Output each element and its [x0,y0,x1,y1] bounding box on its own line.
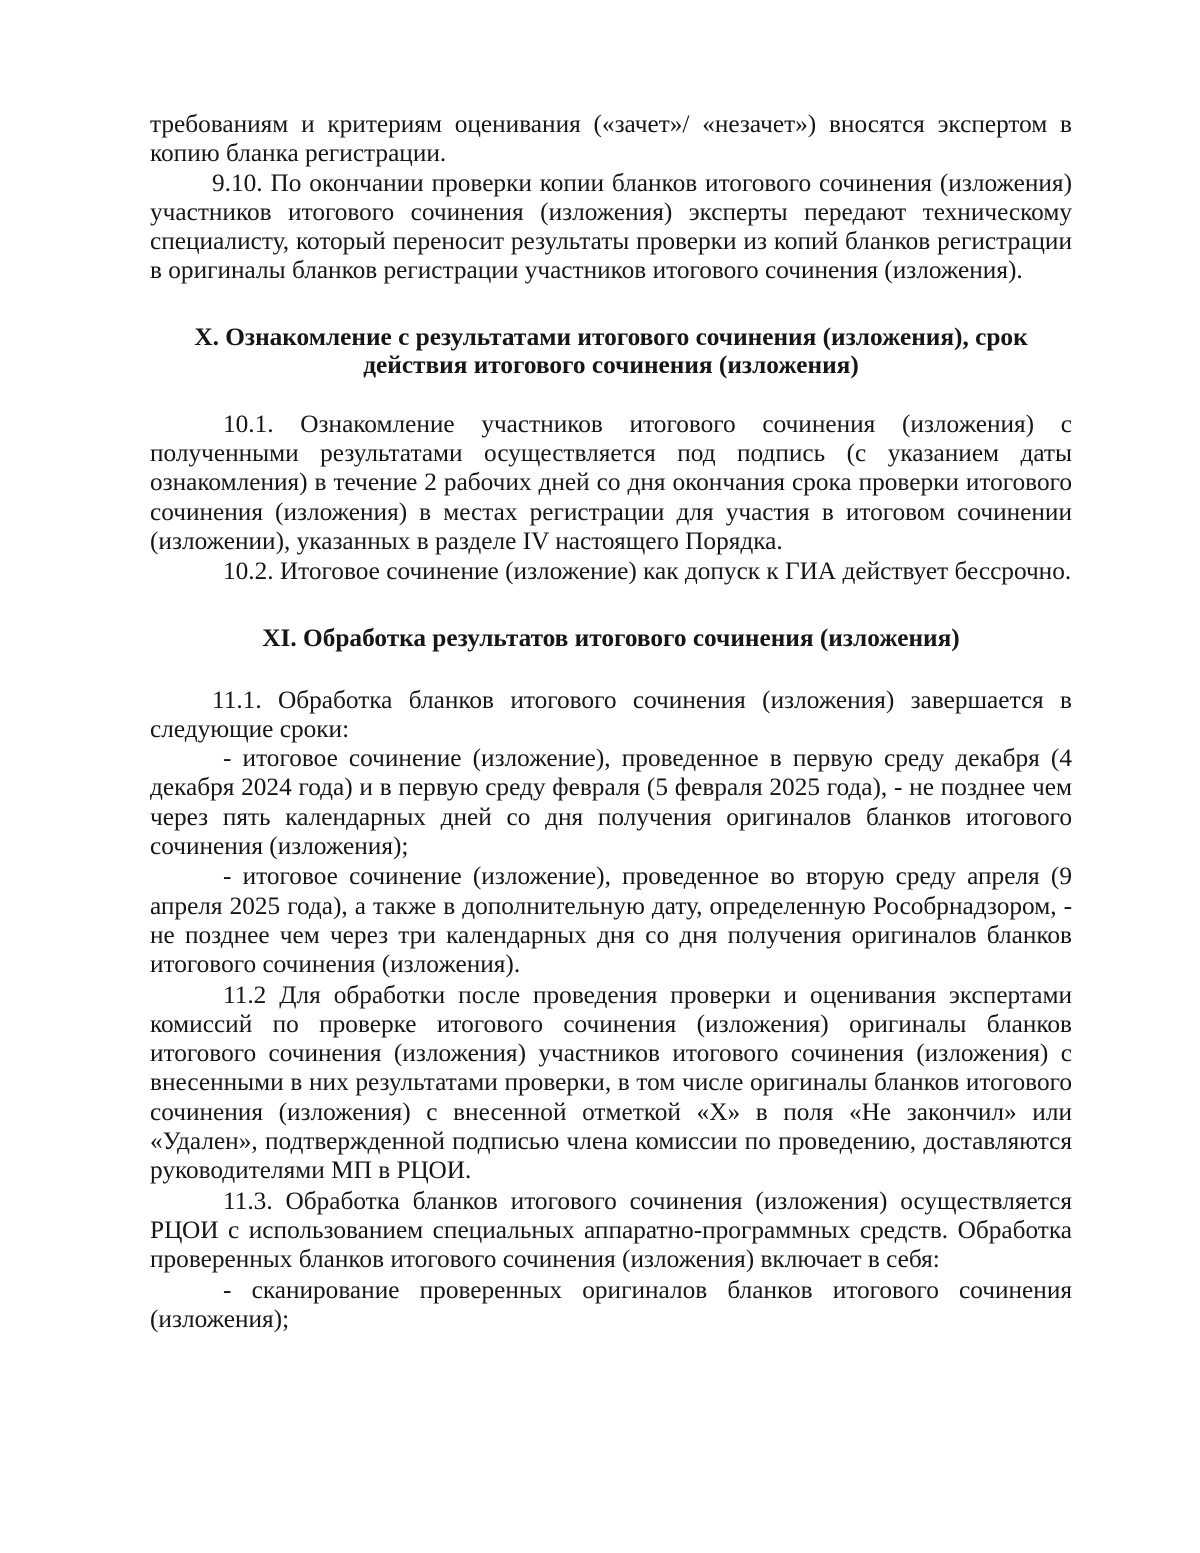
section-x-title-line2: действия итогового сочинения (изложения) [363,350,859,379]
paragraph-10-2: 10.2. Итоговое сочинение (изложение) как допуск к ГИА действует бессрочно. [223,557,1072,586]
paragraph-11-3: 11.3. Обработка бланков итогового сочинения (изложения) осуществляется РЦОИ с использованием специальных аппаратно-программных средств. Обработка проверенных бланков итогового сочинения (изложения) включает в себя: [150,1186,1072,1274]
paragraph-11-1: 11.1. Обработка бланков итогового сочинения (изложения) завершается в следующие сроки: [150,685,1072,743]
paragraph-11-1-item-2: - итоговое сочинение (изложение), проведенное во вторую среду апреля (9 апреля 2025 года), а также в дополнительную дату, определенную Рособрнадзором, - не позднее чем через три календарных дня со дня получения оригиналов бланков итогового сочинения (изложения). [150,862,1072,979]
section-x-title [150,323,1072,379]
paragraph-continuation: требованиям и критериям оценивания («зачет»/ «незачет») вносятся экспертом в копию бланка регистрации. [150,110,1072,168]
paragraph-11-3-item-1: - сканирование проверенных оригиналов бланков итогового сочинения (изложения); [150,1275,1072,1333]
paragraph-10-1: 10.1. Ознакомление участников итогового сочинения (изложения) с полученными результатами осуществляется под подпись (с указанием даты ознакомления) в течение 2 рабочих дней со дня окончания срока проверки итогового сочинения (изложения) в местах регистрации для участия в итоговом сочинении (изложении), указанных в разделе IV настоящего Порядка. [150,409,1072,555]
paragraph-9-10: 9.10. По окончании проверки копии бланков итогового сочинения (изложения) участников итогового сочинения (изложения) эксперты передают техническому специалисту, который переносит результаты проверки из копий бланков регистрации в оригиналы бланков регистрации участников итогового сочинения (изложения). [150,168,1072,285]
paragraph-11-1-item-1: - итоговое сочинение (изложение), проведенное в первую среду декабря (4 декабря 2024 года) и в первую среду февраля (5 февраля 2025 года), - не позднее чем через пять календарных дней со дня получения оригиналов бланков итогового сочинения (изложения); [150,744,1072,861]
document-page [150,110,1072,1334]
paragraph-11-2: 11.2 Для обработки после проведения проверки и оценивания экспертами комиссий по проверке итогового сочинения (изложения) оригиналы бланков итогового сочинения (изложения) участников итогового сочинения (изложения) с внесенными в них результатами проверки, в том числе оригиналы бланков итогового сочинения (изложения) с внесенной отметкой «X» в поля «Не закончил» или «Удален», подтвержденной подписью члена комиссии по проведению, доставляются руководителями МП в РЦОИ. [150,980,1072,1185]
section-xi-title: XI. Обработка результатов итогового сочинения (изложения) [262,623,960,652]
section-x-title-line1: X. Ознакомление с результатами итогового сочинения (изложения), срок [194,322,1028,351]
